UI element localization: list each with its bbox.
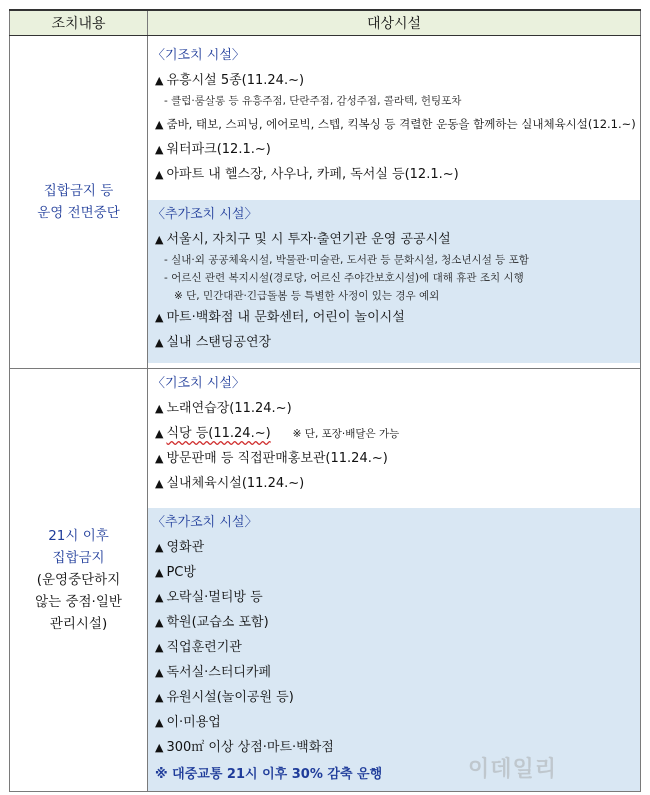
- label-line: 집합금지: [52, 550, 105, 566]
- item-text: 줌바, 태보, 스피닝, 에어로빅, 스텝, 킥복싱 등 격렬한 운동을 함께하는 실내체육시설(12.1.~): [166, 117, 636, 131]
- publisher-watermark: 이데일리: [468, 756, 558, 782]
- table-header-row: [10, 10, 641, 36]
- item-note: ※ 단, 포장·배달은 가능: [292, 428, 400, 440]
- list-item: [155, 563, 640, 583]
- triangle-bullet-icon: ▲: [155, 311, 164, 324]
- sub-item: - 실내·외 공공체육시설, 박물관·미술관, 도서관 등 문화시설, 청소년시설 등 포함: [164, 254, 529, 266]
- triangle-bullet-icon: ▲: [155, 591, 164, 604]
- existing-measures-section: [148, 41, 640, 200]
- row-label-after-21h-ban: [10, 369, 148, 792]
- item-text: 300㎡ 이상 상점·마트·백화점: [166, 740, 334, 755]
- list-item: [155, 638, 640, 658]
- triangle-bullet-icon: ▲: [155, 716, 164, 729]
- item-text: 노래연습장(11.24.~): [166, 401, 292, 416]
- item-text: 오락실·멀티방 등: [166, 590, 263, 605]
- measures-table: [9, 9, 641, 792]
- label-line: 21시 이후: [48, 528, 109, 544]
- list-item: [155, 399, 640, 419]
- additional-measures-section: [148, 200, 640, 363]
- label-line: 관리시설): [49, 616, 108, 632]
- existing-measures-section: [148, 369, 640, 508]
- triangle-bullet-icon: ▲: [155, 233, 164, 246]
- label-line: (운영중단하지: [36, 572, 121, 588]
- table-row: [10, 369, 641, 792]
- sub-item: - 어르신 관련 복지시설(경로당, 어르신 주야간보호시설)에 대해 휴관 조치 시행: [164, 272, 524, 284]
- item-text: 서울시, 자치구 및 시 투자·출연기관 운영 공공시설: [166, 232, 451, 247]
- header-target-facilities: 대상시설: [148, 10, 641, 36]
- triangle-bullet-icon: ▲: [155, 452, 164, 465]
- item-text: 워터파크(12.1.~): [166, 142, 271, 157]
- list-item: [155, 588, 640, 608]
- section-title: 〈기조치 시설〉: [152, 48, 245, 63]
- item-text: 아파트 내 헬스장, 사우나, 카페, 독서실 등(12.1.~): [166, 167, 459, 182]
- triangle-bullet-icon: ▲: [155, 691, 164, 704]
- section-title: 〈추가조치 시설〉: [152, 207, 258, 222]
- list-item: [155, 308, 640, 328]
- item-text: 직업훈련기관: [166, 640, 242, 655]
- list-item: [155, 424, 640, 444]
- row-facilities-cell: [148, 369, 641, 792]
- triangle-bullet-icon: ▲: [155, 477, 164, 490]
- item-text: 유흥시설 5종(11.24.~): [166, 73, 305, 88]
- label-line: 않는 중점·일반: [35, 594, 122, 610]
- additional-measures-section: [148, 508, 640, 791]
- item-text: PC방: [166, 565, 196, 580]
- item-text: 실내 스탠딩공연장: [166, 335, 272, 350]
- item-text: 영화관: [166, 540, 205, 555]
- triangle-bullet-icon: ▲: [155, 541, 164, 554]
- triangle-bullet-icon: ▲: [155, 168, 164, 181]
- item-text: 학원(교습소 포함): [166, 615, 269, 630]
- list-item: [155, 140, 640, 160]
- list-item: [155, 613, 640, 633]
- item-text: 독서실·스터디카페: [166, 665, 272, 680]
- item-text: 유원시설(놀이공원 등): [166, 690, 294, 705]
- triangle-bullet-icon: ▲: [155, 336, 164, 349]
- triangle-bullet-icon: ▲: [155, 143, 164, 156]
- list-item: [155, 71, 640, 91]
- list-item: [155, 449, 640, 469]
- item-text: 식당 등(11.24.~): [166, 426, 271, 441]
- item-text: 실내체육시설(11.24.~): [166, 476, 305, 491]
- triangle-bullet-icon: ▲: [155, 402, 164, 415]
- label-line: 집합금지 등: [43, 183, 114, 199]
- list-item: [155, 713, 640, 733]
- section-title: 〈기조치 시설〉: [152, 376, 245, 391]
- list-item: [155, 474, 640, 494]
- label-line: 운영 전면중단: [37, 205, 120, 221]
- item-text: 방문판매 등 직접판매홍보관(11.24.~): [166, 451, 388, 466]
- list-item: [155, 165, 640, 185]
- sub-item: ※ 단, 민간대관·긴급돌봄 등 특별한 사정이 있는 경우 예외: [174, 290, 440, 302]
- list-item: [155, 738, 640, 758]
- triangle-bullet-icon: ▲: [155, 666, 164, 679]
- triangle-bullet-icon: ▲: [155, 566, 164, 579]
- triangle-bullet-icon: ▲: [155, 427, 164, 440]
- triangle-bullet-icon: ▲: [155, 641, 164, 654]
- triangle-bullet-icon: ▲: [155, 74, 164, 87]
- list-item: [155, 333, 640, 353]
- list-item: [155, 114, 640, 135]
- row-facilities-cell: [148, 36, 641, 369]
- list-item: [155, 663, 640, 683]
- triangle-bullet-icon: ▲: [155, 741, 164, 754]
- list-item: [155, 538, 640, 558]
- header-measures: 조치내용: [10, 10, 148, 36]
- item-text: 마트·백화점 내 문화센터, 어린이 놀이시설: [166, 310, 405, 325]
- list-item: [155, 230, 640, 250]
- triangle-bullet-icon: ▲: [155, 616, 164, 629]
- transit-reduction-note: ※ 대중교통 21시 이후 30% 감축 운행: [155, 767, 383, 782]
- triangle-bullet-icon: ▲: [155, 118, 164, 131]
- sub-item: - 클럽·룸살롱 등 유흥주점, 단란주점, 감성주점, 콜라텍, 헌팅포차: [164, 95, 462, 107]
- list-item: [155, 688, 640, 708]
- row-label-full-shutdown: [10, 36, 148, 369]
- table-row: [10, 36, 641, 369]
- section-title: 〈추가조치 시설〉: [152, 515, 258, 530]
- item-text: 이·미용업: [166, 715, 221, 730]
- measures-table-container: [9, 9, 640, 785]
